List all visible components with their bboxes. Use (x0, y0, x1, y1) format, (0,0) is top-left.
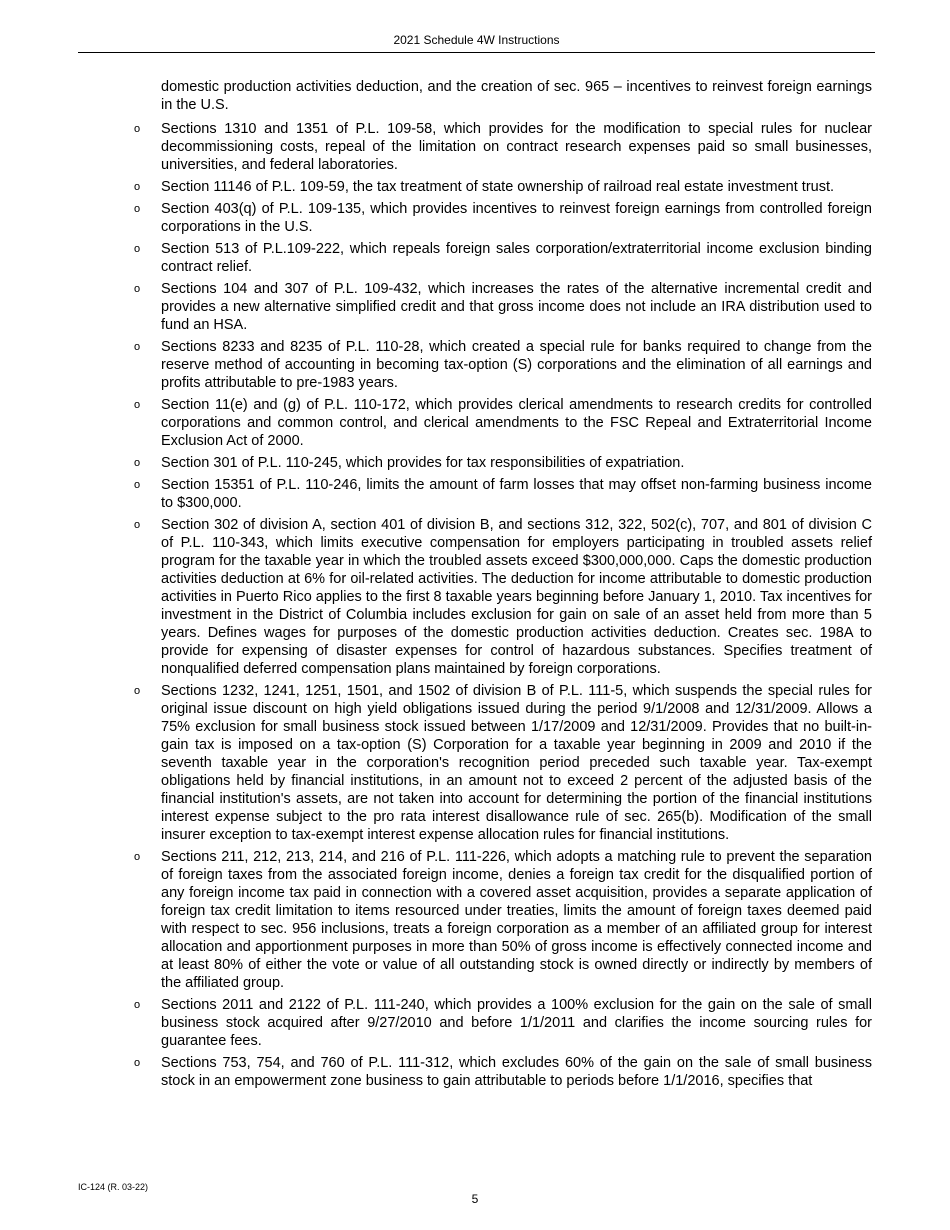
bullet-icon: o (134, 283, 141, 295)
list-item (134, 454, 872, 472)
list-item-text: Section 11(e) and (g) of P.L. 110-172, which provides clerical amendments to research credits for controlled corporations and common control, and clerical amendments to the FSC Repeal and Extraterritorial Income Exclusion Act of 2000. (161, 397, 872, 449)
law-sections-list (134, 120, 872, 1090)
list-item (134, 996, 872, 1050)
list-item (134, 1054, 872, 1090)
bullet-icon: o (134, 399, 141, 411)
list-item (134, 240, 872, 276)
list-item-text: Section 11146 of P.L. 109-59, the tax treatment of state ownership of railroad real estate investment trust. (161, 179, 835, 195)
list-item (134, 178, 872, 196)
bullet-icon: o (134, 851, 141, 863)
bullet-icon: o (134, 519, 141, 531)
page-header (78, 33, 875, 53)
list-item (134, 120, 872, 174)
list-item-text: Sections 1310 and 1351 of P.L. 109-58, which provides for the modification to special rules for nuclear decommissioning costs, repeal of the limitation on contract research expenses paid so small businesses, universities, and federal laboratories. (161, 121, 872, 173)
list-item (134, 338, 872, 392)
list-item-text: Section 513 of P.L.109-222, which repeals foreign sales corporation/extraterritorial income exclusion binding contract relief. (161, 241, 872, 275)
header-title: 2021 Schedule 4W Instructions (393, 33, 560, 47)
list-item (134, 280, 872, 334)
bullet-icon: o (134, 243, 141, 255)
list-item-text: Section 301 of P.L. 110-245, which provides for tax responsibilities of expatriation. (161, 455, 685, 471)
list-item (134, 682, 872, 844)
bullet-icon: o (134, 457, 141, 469)
page-number: 5 (471, 1192, 479, 1206)
list-item (134, 848, 872, 992)
bullet-icon: o (134, 203, 141, 215)
bullet-icon: o (134, 479, 141, 491)
list-item-text: Sections 211, 212, 213, 214, and 216 of P.L. 111-226, which adopts a matching rule to prevent the separation of foreign taxes from the associated foreign income, denies a foreign tax credit for the disqualified portion of any foreign income tax paid in connection with a covered asset acquisition, provides a separate application of foreign tax credit limitation to items resourced under treaties, limits the amount of foreign taxes deemed paid with respect to sec. 956 inclusions, treats a foreign corporation as a member of an affiliated group for interest allocation and apportionment purposes in more than 50% of gross income is effectively connected income and at least 80% of either the vote or value of all outstanding stock is owned directly or indirectly by members of the affiliated group. (161, 849, 872, 991)
continuation-paragraph: domestic production activities deduction, and the creation of sec. 965 – incentives to reinvest foreign earnings in the U.S. (161, 79, 872, 113)
bullet-icon: o (134, 1057, 141, 1069)
form-id: IC-124 (R. 03-22) (78, 1182, 149, 1192)
list-item-text: Section 15351 of P.L. 110-246, limits the amount of farm losses that may offset non-farming business income to $300,000. (161, 477, 872, 511)
list-item-text: Sections 104 and 307 of P.L. 109-432, which increases the rates of the alternative incremental credit and provides a new alternative simplified credit and that gross income does not include an IRA distribution used to fund an HSA. (161, 281, 872, 333)
list-item (134, 200, 872, 236)
list-item-text: Sections 2011 and 2122 of P.L. 111-240, which provides a 100% exclusion for the gain on the sale of small business stock acquired after 9/27/2010 and before 1/1/2011 and clarifies the income sourcing rules for guarantee fees. (161, 997, 872, 1049)
bullet-icon: o (134, 685, 141, 697)
list-item-text: Section 403(q) of P.L. 109-135, which provides incentives to reinvest foreign earnings from controlled foreign corporations in the U.S. (161, 201, 872, 235)
list-item-text: Sections 8233 and 8235 of P.L. 110-28, which created a special rule for banks required to change from the reserve method of accounting in becoming tax-option (S) corporations and the elimination of all earnings and profits attributable to pre-1983 years. (161, 339, 872, 391)
list-item (134, 476, 872, 512)
bullet-icon: o (134, 181, 141, 193)
list-item-text: Sections 1232, 1241, 1251, 1501, and 1502 of division B of P.L. 111-5, which suspends the special rules for original issue discount on high yield obligations issued during the period 9/1/2008 and 12/31/2009. Allows a 75% exclusion for small business stock issued between 1/17/2009 and 12/31/2009. Provides that no built-in-gain tax is imposed on a tax-option (S) Corporation for a taxable year beginning in 2009 and 2010 if the seventh taxable year in the corporation's recognition period preceded such taxable year. Tax-exempt obligations held by financial institutions, in an amount not to exceed 2 percent of the adjusted basis of the financial institution's assets, are not taken into account for determining the portion of the financial institutions interest expense subject to the pro rata interest disallowance rule of sec. 265(b). Modification of the small insurer exception to tax-exempt interest expense allocation rules for financial institutions. (161, 683, 872, 843)
bullet-icon: o (134, 123, 141, 135)
list-item-text: Section 302 of division A, section 401 of division B, and sections 312, 322, 502(c), 707, and 801 of division C of P.L. 110-343, which limits executive compensation for employers participating in troubled assets relief program for the taxable year in which the troubled assets exceed $300,000,000. Caps the domestic production activities deduction at 6% for oil-related activities. The deduction for income attributable to domestic production activities in Puerto Rico applies to the first 8 taxable years beginning before January 1, 2010. Tax incentives for investment in the District of Columbia includes exclusion for gain on sale of an asset held from more than 5 years. Defines wages for purposes of the domestic production activities deduction. Creates sec. 198A to provide for expensing of disaster expenses for control of hazardous substances. Specifies treatment of nonqualified deferred compensation plans maintained by foreign corporations. (161, 517, 872, 677)
bullet-icon: o (134, 999, 141, 1011)
document-body (134, 78, 872, 1094)
list-item-text: Sections 753, 754, and 760 of P.L. 111-312, which excludes 60% of the gain on the sale of small business stock in an empowerment zone business to gain attributable to periods before 1/1/2016, specifies that (161, 1055, 872, 1089)
list-item (134, 396, 872, 450)
list-item (134, 516, 872, 678)
bullet-icon: o (134, 341, 141, 353)
